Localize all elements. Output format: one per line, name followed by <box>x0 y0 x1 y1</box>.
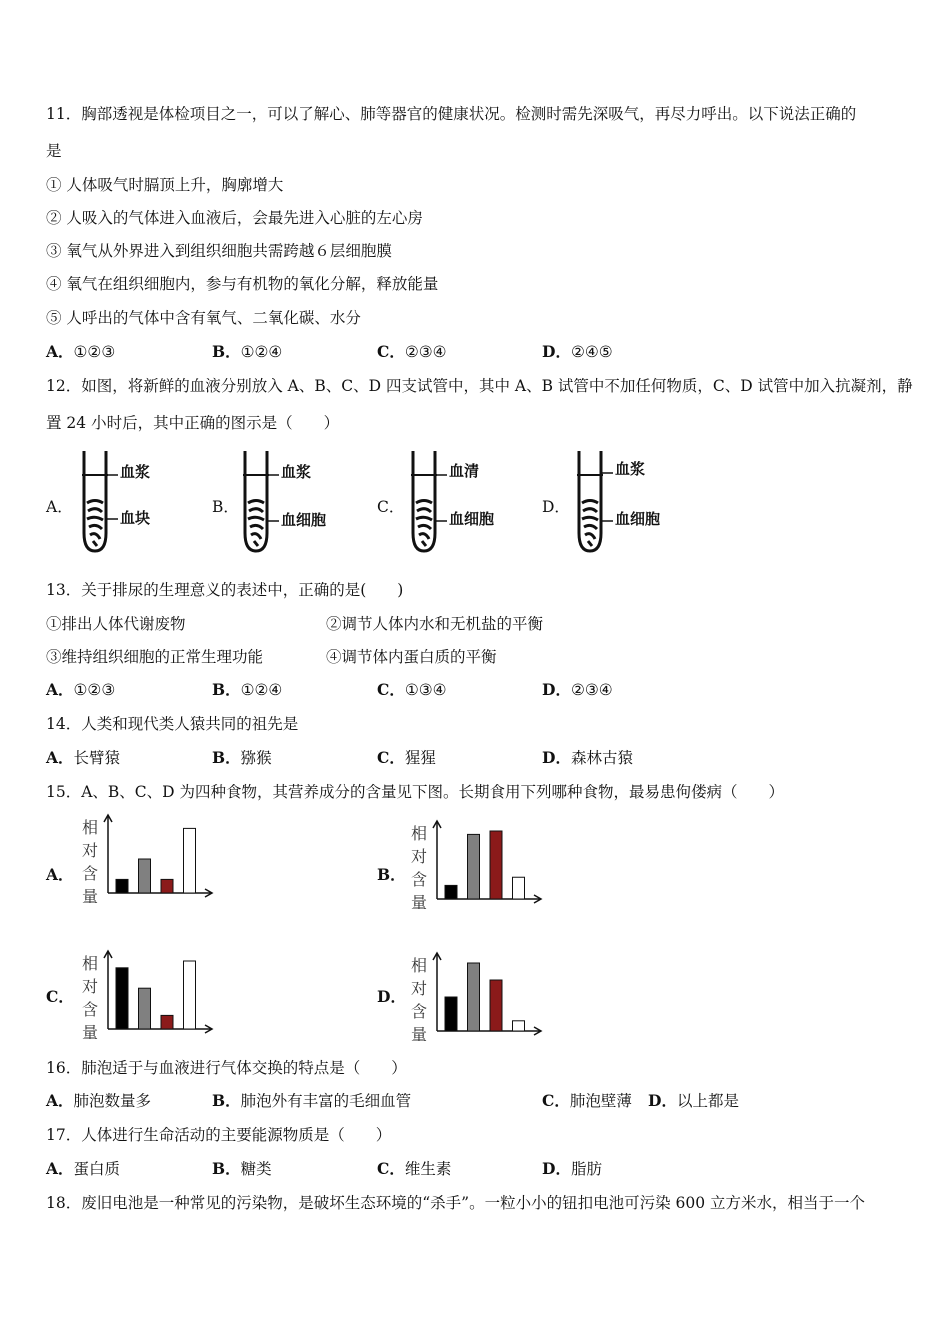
chart-b-bar-4 <box>513 877 525 899</box>
chart-c-bar-4 <box>184 961 196 1029</box>
option-text: 糖类 <box>240 1160 272 1178</box>
option-letter: B． <box>212 342 241 361</box>
option-text: 肺泡壁薄 <box>569 1092 632 1110</box>
chart-d-ylabel-char: 含 <box>411 1002 428 1021</box>
chart-d-ylabel-char: 量 <box>411 1025 428 1044</box>
q16-option-d[interactable] <box>648 1089 739 1111</box>
chart-c-ylabel-char: 量 <box>82 1023 99 1042</box>
tube-a-top-label: 血浆 <box>120 463 151 481</box>
option-text: ②④⑤ <box>570 343 613 361</box>
q17-stem: 17．人体进行生命活动的主要能源物质是（ ） <box>46 1126 392 1144</box>
tube-b-top-label: 血浆 <box>281 463 312 481</box>
option-text: ①②④ <box>240 343 283 361</box>
option-text: 肺泡数量多 <box>73 1092 152 1110</box>
chart-a-bar-3 <box>161 879 173 893</box>
q12-option-d-letter[interactable]: D． <box>542 498 570 516</box>
option-text: 维生素 <box>404 1160 452 1178</box>
q17-option-c[interactable] <box>377 1157 451 1179</box>
option-letter: B． <box>212 1159 241 1178</box>
tube-d-bottom-label: 血细胞 <box>615 510 661 528</box>
q12-option-b-letter[interactable]: B． <box>212 498 239 516</box>
chart-b-ylabel-char: 相 <box>411 824 428 843</box>
q15-option-d-letter[interactable]: D． <box>377 987 406 1006</box>
chart-d-bar-2 <box>468 963 480 1031</box>
q16-option-b[interactable] <box>212 1089 411 1111</box>
chart-c-bar-1 <box>116 968 128 1029</box>
q11-item-4: ④ 氧气在组织细胞内，参与有机物的氧化分解，释放能量 <box>46 275 439 293</box>
q13-stem: 13．关于排尿的生理意义的表述中，正确的是( ) <box>46 581 404 599</box>
option-text: 猩猩 <box>404 749 436 767</box>
option-text: ①③④ <box>404 681 447 699</box>
chart-a-ylabel-char: 对 <box>82 841 99 860</box>
chart-a-ylabel-char: 含 <box>82 864 99 883</box>
option-letter: D． <box>542 748 571 767</box>
option-text: ①②③ <box>73 681 116 699</box>
option-text: 森林古猿 <box>570 749 633 767</box>
option-letter: A． <box>46 1159 74 1178</box>
tube-d-top-label: 血浆 <box>615 460 646 478</box>
q13-item-2: ②调节人体内水和无机盐的平衡 <box>326 615 544 633</box>
option-letter: B． <box>212 680 241 699</box>
chart-c-bar-3 <box>161 1015 173 1029</box>
option-text: 以上都是 <box>676 1092 739 1110</box>
chart-a-ylabel-char: 量 <box>82 887 99 906</box>
q16-option-c[interactable] <box>542 1089 632 1111</box>
chart-c-bar-2 <box>139 988 151 1029</box>
chart-b-bar-3 <box>490 831 502 899</box>
option-text: 蛋白质 <box>73 1160 121 1178</box>
q17-option-b[interactable] <box>212 1157 272 1179</box>
tube-c-bottom-label: 血细胞 <box>449 510 495 528</box>
option-letter: D． <box>542 342 571 361</box>
option-letter: C． <box>377 342 405 361</box>
chart-b-ylabel-char: 量 <box>411 893 428 912</box>
q15-option-b-letter[interactable]: B． <box>377 865 406 884</box>
chart-b-bar-1 <box>445 885 457 899</box>
option-text: 脂肪 <box>570 1160 602 1178</box>
q11-item-3: ③ 氧气从外界进入到组织细胞共需跨越６层细胞膜 <box>46 242 392 260</box>
q11-item-1: ① 人体吸气时膈顶上升，胸廓增大 <box>46 176 284 194</box>
q17-option-d[interactable] <box>542 1157 602 1179</box>
q11-stem-line1: 11．胸部透视是体检项目之一，可以了解心、肺等器官的健康状况。检测时需先深吸气，再尽力呼出。以下说法正确的 <box>46 105 857 123</box>
tube-c-top-label: 血清 <box>449 462 480 480</box>
q14-stem: 14．人类和现代类人猿共同的祖先是 <box>46 715 299 733</box>
option-letter: D． <box>542 680 571 699</box>
q11-stem-line2: 是 <box>46 142 62 160</box>
option-text: 长臂猿 <box>73 749 121 767</box>
option-letter: D． <box>648 1091 677 1110</box>
chart-b-bar-2 <box>468 834 480 899</box>
option-text: ①②④ <box>240 681 283 699</box>
option-letter: D． <box>542 1159 571 1178</box>
chart-a-ylabel-char: 相 <box>82 818 99 837</box>
option-text: ②③④ <box>404 343 447 361</box>
chart-c-ylabel-char: 相 <box>82 954 99 973</box>
chart-b-ylabel-char: 含 <box>411 870 428 889</box>
option-letter: A． <box>46 342 74 361</box>
q15-stem: 15．A、B、C、D 为四种食物，其营养成分的含量见下图。长期食用下列哪种食物，最易患佝偻病（ ） <box>46 783 785 801</box>
chart-d-ylabel-char: 对 <box>411 979 428 998</box>
tube-b-bottom-label: 血细胞 <box>281 511 327 529</box>
q16-option-a[interactable] <box>46 1089 151 1111</box>
q13-item-1: ①排出人体代谢废物 <box>46 615 186 633</box>
option-letter: C． <box>377 680 405 699</box>
option-text: 猕猴 <box>240 749 272 767</box>
q11-item-5: ⑤ 人呼出的气体中含有氧气、二氧化碳、水分 <box>46 309 361 327</box>
chart-d-bar-1 <box>445 997 457 1031</box>
q15-option-a-letter[interactable]: A． <box>46 865 74 884</box>
option-letter: C． <box>377 1159 405 1178</box>
option-text: 肺泡外有丰富的毛细血管 <box>240 1092 412 1110</box>
chart-a-bar-4 <box>184 828 196 893</box>
chart-b-ylabel-char: 对 <box>411 847 428 866</box>
option-letter: B． <box>212 1091 241 1110</box>
option-letter: B． <box>212 748 241 767</box>
option-letter: C． <box>542 1091 570 1110</box>
option-letter: A． <box>46 748 74 767</box>
q12-stem-line2: 置 24 小时后，其中正确的图示是（ ） <box>46 414 340 432</box>
tube-a-bottom-label: 血块 <box>120 509 151 527</box>
q12-option-a-letter[interactable]: A． <box>46 498 73 516</box>
chart-c-ylabel-char: 对 <box>82 977 99 996</box>
q12-option-c-letter[interactable]: C． <box>377 498 405 516</box>
option-letter: A． <box>46 1091 74 1110</box>
q18-stem: 18．废旧电池是一种常见的污染物，是破坏生态环境的“杀手”。一粒小小的钮扣电池可污染 600 立方米水，相当于一个 <box>46 1194 866 1212</box>
option-letter: A． <box>46 680 74 699</box>
q15-option-c-letter[interactable]: C． <box>46 987 74 1006</box>
q13-item-3: ③维持组织细胞的正常生理功能 <box>46 648 264 666</box>
option-text: ①②③ <box>73 343 116 361</box>
q17-option-a[interactable] <box>46 1157 120 1179</box>
q12-stem-line1: 12．如图，将新鲜的血液分别放入 A、B、C、D 四支试管中，其中 A、B 试管中不加任何物质，C、D 试管中加入抗凝剂，静 <box>46 377 913 395</box>
q13-item-4: ④调节体内蛋白质的平衡 <box>326 648 497 666</box>
q11-item-2: ② 人吸入的气体进入血液后，会最先进入心脏的左心房 <box>46 209 423 227</box>
option-letter: C． <box>377 748 405 767</box>
q16-stem: 16．肺泡适于与血液进行气体交换的特点是（ ） <box>46 1059 407 1077</box>
chart-d-bar-4 <box>513 1021 525 1031</box>
chart-d-ylabel-char: 相 <box>411 956 428 975</box>
chart-a-bar-2 <box>139 859 151 893</box>
option-text: ②③④ <box>570 681 613 699</box>
chart-d-bar-3 <box>490 980 502 1031</box>
chart-a-bar-1 <box>116 879 128 893</box>
chart-c-ylabel-char: 含 <box>82 1000 99 1019</box>
